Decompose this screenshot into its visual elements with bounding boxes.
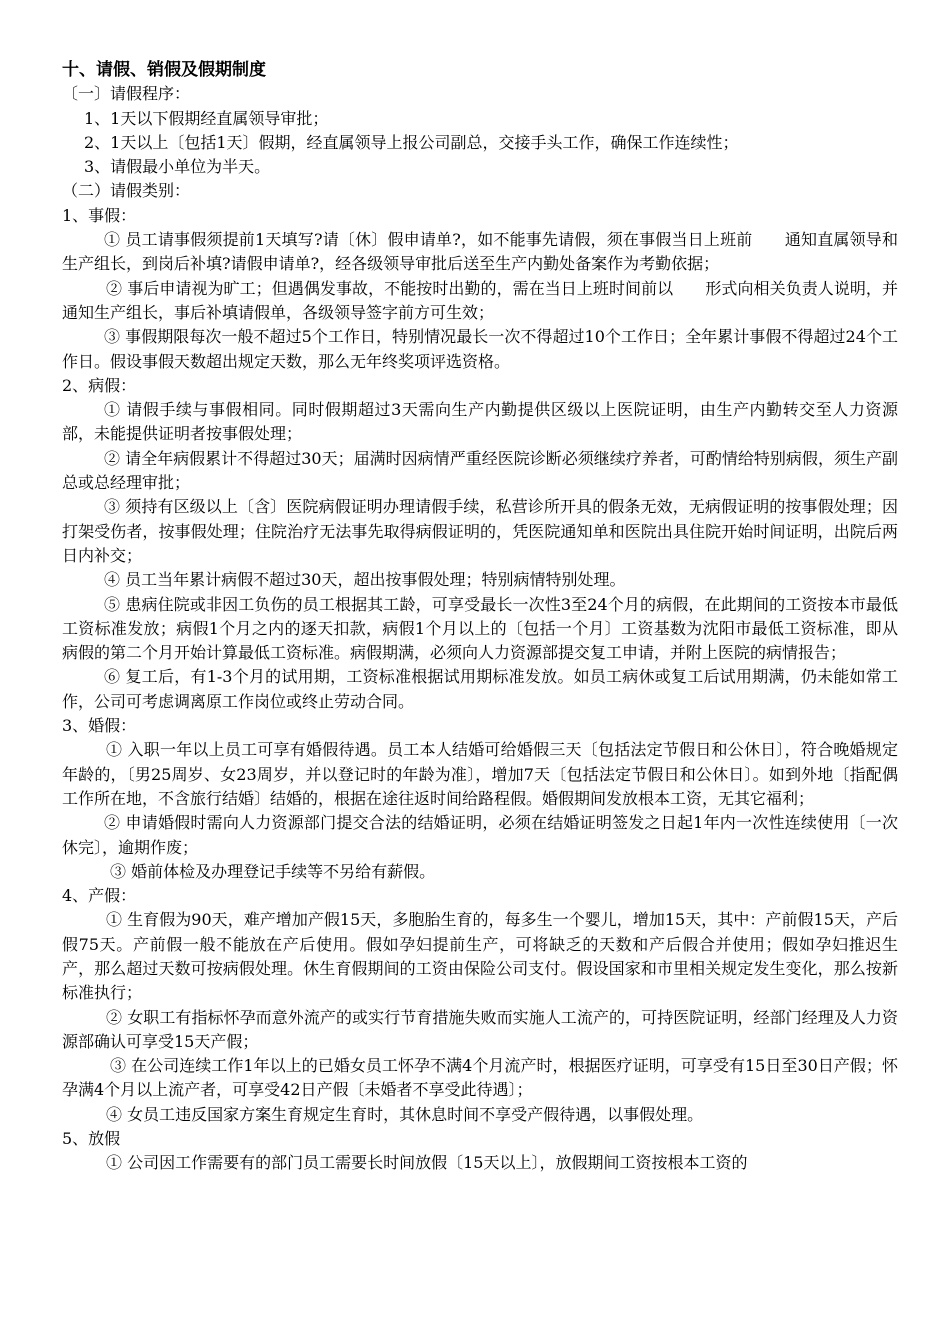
section-title: 十、请假、销假及假期制度: [62, 60, 266, 80]
paragraph: ④ 女员工违反国家方案生育规定生育时，其休息时间不享受产假待遇，以事假处理。: [106, 1104, 704, 1124]
paragraph: ② 申请婚假时需向人力资源部门提交合法的结婚证明，必须在结婚证明签发之日起1年内一次性连续使用〔一次休完〕，逾期作废；: [62, 813, 898, 857]
paragraph: 2、1天以上〔包括1天〕假期，经直属领导上报公司副总，交接手头工作，确保工作连续性；: [84, 132, 739, 152]
paragraph: 4、产假：: [62, 886, 137, 906]
paragraph: ③ 须持有区级以上〔含〕医院病假证明办理请假手续，私营诊所开具的假条无效，无病假证明的按事假处理；因打架受伤者，按事假处理；住院治疗无法事先取得病假证明的，凭医院通知单和医院出具住院开始时间证明，出院后两日内补交；: [62, 497, 898, 565]
paragraph: ① 员工请事假须提前1天填写?请〔休〕假申请单?，如不能事先请假，须在事假当日上班前 通知直属领导和生产组长，到岗后补填?请假申请单?，经各级领导审批后送至生产内勤处备案作为考勤依据；: [62, 230, 898, 274]
paragraph: ① 请假手续与事假相同。同时假期超过3天需向生产内勤提供区级以上医院证明，由生产内勤转交至人力资源部，未能提供证明者按事假处理；: [62, 400, 898, 444]
paragraph: ③ 婚前体检及办理登记手续等不另给有薪假。: [110, 861, 436, 881]
paragraph: ③ 在公司连续工作1年以上的已婚女员工怀孕不满4个月流产时，根据医疗证明，可享受有15日至30日产假；怀孕满4个月以上流产者，可享受42日产假〔未婚者不享受此待遇〕；: [62, 1056, 898, 1100]
paragraph: 〔一〕请假程序：: [62, 84, 191, 104]
paragraph: ② 请全年病假累计不得超过30天；届满时因病情严重经医院诊断必须继续疗养者，可酌情给特别病假，须生产副总或总经理审批；: [62, 448, 898, 493]
paragraph: ① 入职一年以上员工可享有婚假待遇。员工本人结婚可给婚假三天〔包括法定节假日和公休日〕，符合晚婚规定年龄的，〔男25周岁、女23周岁，并以登记时的年龄为准〕，增加7天〔包括法定节假日和公休日〕。如到外地〔指配偶工作所在地，不含旅行结婚〕结婚的，根据在途往返时间给路程假。婚假期间发放根本工资，无其它福利；: [62, 740, 898, 808]
paragraph: ② 女职工有指标怀孕而意外流产的或实行节育措施失败而实施人工流产的，可持医院证明，经部门经理及人力资源部确认可享受15天产假；: [62, 1007, 898, 1051]
paragraph: ③ 事假期限每次一般不超过5个工作日，特别情况最长一次不得超过10个工作日；全年累计事假不得超过24个工作日。假设事假天数超出规定天数，那么无年终奖项评选资格。: [62, 327, 898, 371]
document-body: [62, 82, 898, 1175]
paragraph: ① 公司因工作需要有的部门员工需要长时间放假〔15天以上〕，放假期间工资按根本工资的: [106, 1153, 748, 1173]
paragraph: 1、事假：: [62, 205, 137, 225]
paragraph: 5、放假: [62, 1129, 121, 1149]
paragraph: 2、病假：: [62, 375, 137, 395]
paragraph: ② 事后申请视为旷工；但遇偶发事故，不能按时出勤的，需在当日上班时间前以 形式向相关负责人说明，并通知生产组长，事后补填请假单，各级领导签字前方可生效；: [62, 278, 898, 322]
paragraph: 3、婚假：: [62, 716, 137, 736]
paragraph: ① 生育假为90天，难产增加产假15天，多胞胎生育的，每多生一个婴儿，增加15天，其中：产前假15天，产后假75天。产前假一般不能放在产后使用。假如孕妇提前生产，可将缺乏的天数和产后假合并使用；假如孕妇推迟生产，那么超过天数可按病假处理。休生育假期间的工资由保险公司支付。假设国家和市里相关规定发生变化，那么按新标准执行；: [62, 910, 898, 1003]
paragraph: ④ 员工当年累计病假不超过30天，超出按事假处理；特别病情特别处理。: [104, 570, 626, 590]
paragraph: ⑤ 患病住院或非因工负伤的员工根据其工龄，可享受最长一次性3至24个月的病假，在此期间的工资按本市最低工资标准发放；病假1个月之内的逐天扣款，病假1个月以上的〔包括一个月〕工资基数为沈阳市最低工资标准，即从病假的第二个月开始计算最低工资标准。病假期满，必须向人力资源部提交复工申请，并附上医院的病情报告；: [62, 594, 898, 663]
paragraph: ⑥ 复工后，有1-3个月的试用期，工资标准根据试用期标准发放。如员工病休或复工后试用期满，仍未能如常工作，公司可考虑调离原工作岗位或终止劳动合同。: [62, 667, 898, 711]
paragraph: 3、请假最小单位为半天。: [84, 157, 271, 177]
paragraph: 1、1天以下假期经直属领导审批；: [84, 108, 329, 128]
paragraph: （二）请假类别：: [62, 181, 191, 201]
